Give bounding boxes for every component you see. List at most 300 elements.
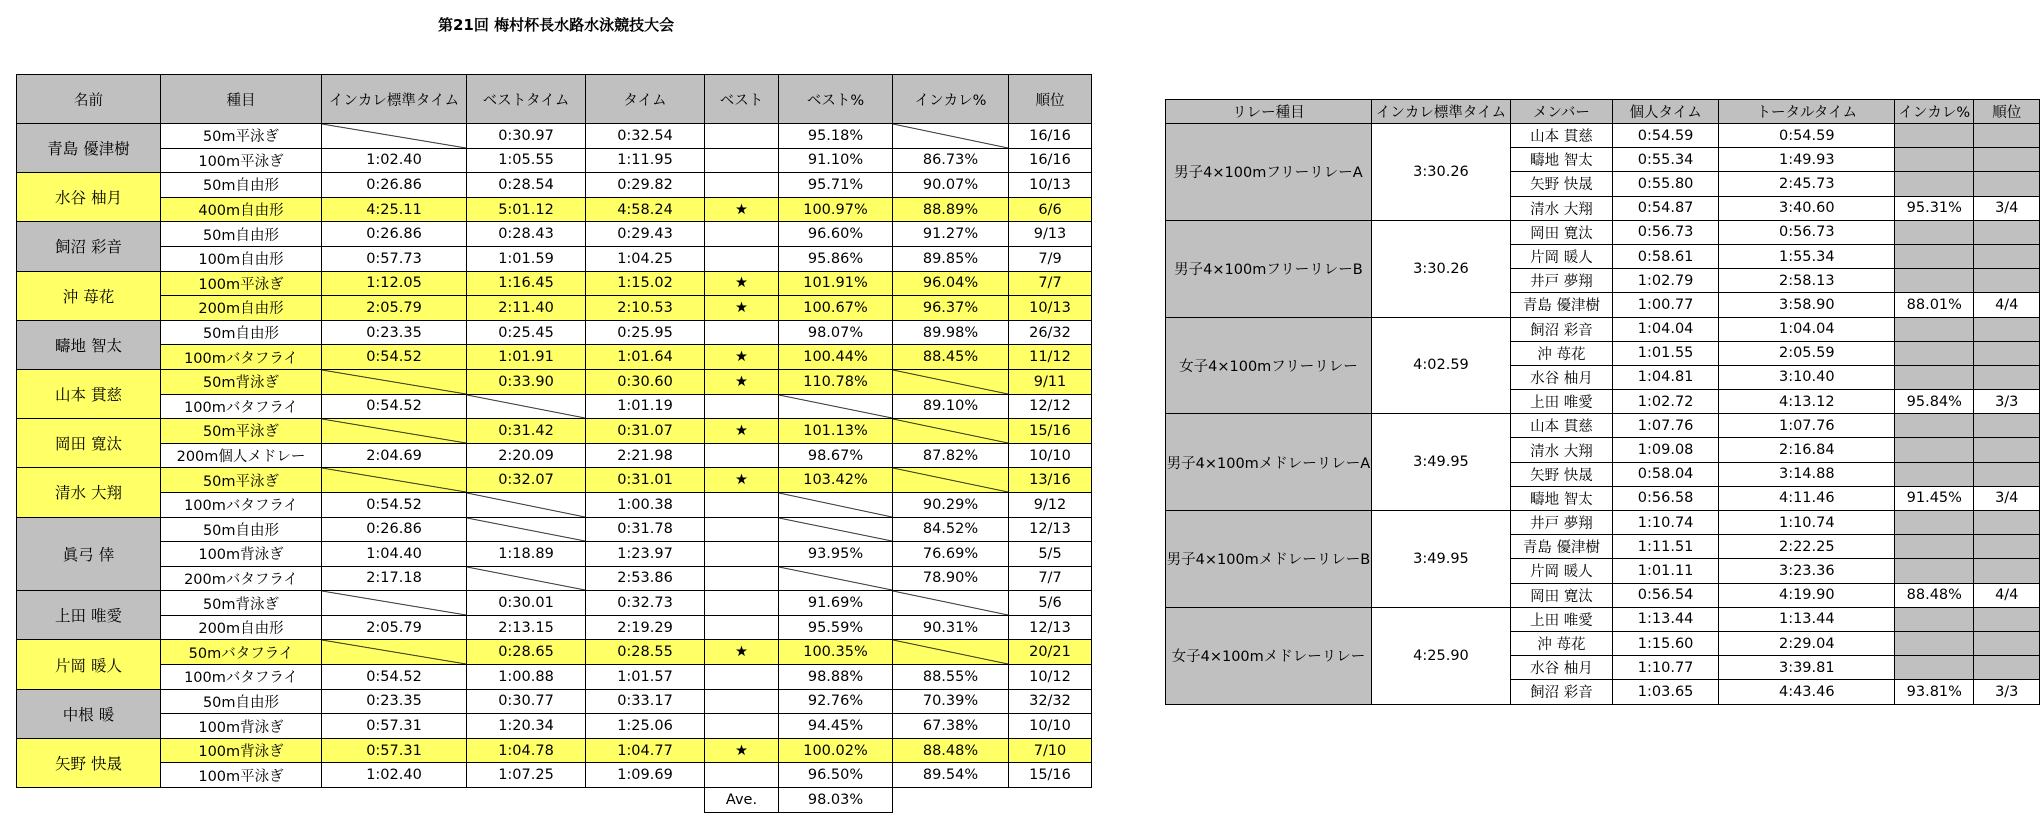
split-time-cell: 0:58.04 xyxy=(1612,462,1719,486)
table-row xyxy=(17,714,1092,739)
best-time-cell: 5:01.12 xyxy=(467,197,586,222)
relay-rank-cell: 3/4 xyxy=(1974,486,2040,510)
time-cell: 1:01.64 xyxy=(586,345,705,370)
standard-time-cell xyxy=(322,468,467,493)
total-time-cell: 1:13.44 xyxy=(1719,607,1895,631)
split-time-cell: 0:56.58 xyxy=(1612,486,1719,510)
relay-rank-cell xyxy=(1974,341,2040,365)
best-star-cell: ★ xyxy=(705,345,779,370)
relay-header-row xyxy=(1166,100,2040,124)
individual-results-table xyxy=(16,74,1092,813)
relay-percent-cell xyxy=(1895,172,1974,196)
best-star-cell: ★ xyxy=(705,296,779,321)
table-row xyxy=(17,419,1092,444)
best-time-cell: 1:04.78 xyxy=(467,738,586,763)
intercollege-percent-cell xyxy=(893,591,1009,616)
event-cell: 100mバタフライ xyxy=(161,394,322,419)
time-cell: 0:29.82 xyxy=(586,173,705,198)
relay-name-cell: 男子4×100mメドレーリレーA xyxy=(1166,414,1372,511)
standard-time-cell: 4:25.11 xyxy=(322,197,467,222)
event-cell: 100m背泳ぎ xyxy=(161,542,322,567)
table-row xyxy=(17,566,1092,591)
split-time-cell: 1:10.77 xyxy=(1612,656,1719,680)
intercollege-percent-cell: 87.82% xyxy=(893,443,1009,468)
standard-time-cell: 0:54.52 xyxy=(322,492,467,517)
rank-cell: 15/16 xyxy=(1009,763,1092,788)
total-time-cell: 4:19.90 xyxy=(1719,583,1895,607)
rank-cell: 5/6 xyxy=(1009,591,1092,616)
standard-time-cell xyxy=(322,591,467,616)
relay-rank-cell xyxy=(1974,220,2040,244)
table-row xyxy=(17,369,1092,394)
swimmer-name-cell: 清水 大翔 xyxy=(17,468,161,517)
intercollege-percent-cell: 86.73% xyxy=(893,148,1009,173)
event-cell: 50m自由形 xyxy=(161,320,322,345)
event-cell: 200m自由形 xyxy=(161,296,322,321)
relay-rank-cell xyxy=(1974,631,2040,655)
table-row xyxy=(1166,607,2040,631)
total-time-cell: 1:55.34 xyxy=(1719,244,1895,268)
relay-rank-cell xyxy=(1974,148,2040,172)
relay-name-cell: 男子4×100mメドレーリレーB xyxy=(1166,511,1372,608)
intercollege-percent-cell: 89.98% xyxy=(893,320,1009,345)
intercollege-percent-cell: 90.31% xyxy=(893,615,1009,640)
relay-percent-cell xyxy=(1895,124,1974,148)
relay-rank-cell xyxy=(1974,414,2040,438)
rank-cell: 32/32 xyxy=(1009,689,1092,714)
average-value: 98.03% xyxy=(779,788,893,813)
best-star-cell: ★ xyxy=(705,271,779,296)
event-cell: 50m自由形 xyxy=(161,517,322,542)
intercollege-percent-cell xyxy=(893,124,1009,149)
total-time-cell: 3:10.40 xyxy=(1719,365,1895,389)
relay-rank-cell: 3/4 xyxy=(1974,196,2040,220)
event-cell: 100mバタフライ xyxy=(161,492,322,517)
intercollege-percent-cell: 90.07% xyxy=(893,173,1009,198)
best-percent-cell xyxy=(779,394,893,419)
time-cell: 0:31.01 xyxy=(586,468,705,493)
member-cell: 岡田 寛汰 xyxy=(1511,583,1613,607)
event-cell: 100m平泳ぎ xyxy=(161,763,322,788)
relay-results-table xyxy=(1165,99,2040,705)
event-cell: 50m背泳ぎ xyxy=(161,369,322,394)
table-row xyxy=(17,591,1092,616)
rank-cell: 13/16 xyxy=(1009,468,1092,493)
relay-rank-cell xyxy=(1974,535,2040,559)
split-time-cell: 1:01.11 xyxy=(1612,559,1719,583)
table-row xyxy=(17,689,1092,714)
standard-time-cell: 0:57.73 xyxy=(322,246,467,271)
intercollege-percent-cell: 88.48% xyxy=(893,738,1009,763)
relay-rank-cell: 3/3 xyxy=(1974,390,2040,414)
relay-percent-cell xyxy=(1895,414,1974,438)
intercollege-percent-cell: 96.04% xyxy=(893,271,1009,296)
relay-rank-cell xyxy=(1974,365,2040,389)
individual-header-row xyxy=(17,75,1092,124)
total-time-cell: 2:29.04 xyxy=(1719,631,1895,655)
rank-cell: 16/16 xyxy=(1009,148,1092,173)
split-time-cell: 0:56.73 xyxy=(1612,220,1719,244)
column-header: 個人タイム xyxy=(1612,100,1719,124)
rank-cell: 20/21 xyxy=(1009,640,1092,665)
relay-percent-cell: 93.81% xyxy=(1895,680,1974,704)
best-time-cell: 1:01.59 xyxy=(467,246,586,271)
relay-percent-cell: 88.01% xyxy=(1895,293,1974,317)
member-cell: 井戸 夢翔 xyxy=(1511,511,1613,535)
best-star-cell: ★ xyxy=(705,197,779,222)
relay-percent-cell xyxy=(1895,220,1974,244)
split-time-cell: 1:03.65 xyxy=(1612,680,1719,704)
best-star-cell xyxy=(705,615,779,640)
split-time-cell: 1:02.72 xyxy=(1612,390,1719,414)
member-cell: 矢野 快晟 xyxy=(1511,172,1613,196)
column-header: インカレ% xyxy=(893,75,1009,124)
member-cell: 清水 大翔 xyxy=(1511,196,1613,220)
best-star-cell xyxy=(705,689,779,714)
rank-cell: 6/6 xyxy=(1009,197,1092,222)
best-time-cell: 2:20.09 xyxy=(467,443,586,468)
member-cell: 上田 唯愛 xyxy=(1511,390,1613,414)
intercollege-percent-cell: 78.90% xyxy=(893,566,1009,591)
best-star-cell: ★ xyxy=(705,468,779,493)
best-percent-cell: 96.60% xyxy=(779,222,893,247)
time-cell: 1:25.06 xyxy=(586,714,705,739)
best-time-cell: 0:30.01 xyxy=(467,591,586,616)
rank-cell: 9/13 xyxy=(1009,222,1092,247)
best-time-cell: 0:28.54 xyxy=(467,173,586,198)
time-cell: 0:29.43 xyxy=(586,222,705,247)
relay-percent-cell xyxy=(1895,535,1974,559)
standard-time-cell: 0:23.35 xyxy=(322,689,467,714)
relay-rank-cell xyxy=(1974,124,2040,148)
table-row xyxy=(17,517,1092,542)
event-cell: 100m平泳ぎ xyxy=(161,148,322,173)
relay-percent-cell: 95.84% xyxy=(1895,390,1974,414)
time-cell: 1:23.97 xyxy=(586,542,705,567)
split-time-cell: 0:55.80 xyxy=(1612,172,1719,196)
relay-name-cell: 女子4×100mフリーリレー xyxy=(1166,317,1372,414)
table-row xyxy=(17,124,1092,149)
blank-cell xyxy=(17,788,705,813)
column-header: 順位 xyxy=(1009,75,1092,124)
total-time-cell: 4:11.46 xyxy=(1719,486,1895,510)
relay-rank-cell xyxy=(1974,559,2040,583)
table-row xyxy=(17,738,1092,763)
best-percent-cell: 98.67% xyxy=(779,443,893,468)
best-time-cell: 1:01.91 xyxy=(467,345,586,370)
time-cell: 0:32.73 xyxy=(586,591,705,616)
best-star-cell xyxy=(705,148,779,173)
time-cell: 2:53.86 xyxy=(586,566,705,591)
event-cell: 50m平泳ぎ xyxy=(161,468,322,493)
best-time-cell: 0:28.65 xyxy=(467,640,586,665)
total-time-cell: 2:05.59 xyxy=(1719,341,1895,365)
standard-time-cell: 1:02.40 xyxy=(322,148,467,173)
best-percent-cell: 103.42% xyxy=(779,468,893,493)
relay-percent-cell xyxy=(1895,244,1974,268)
event-cell: 100mバタフライ xyxy=(161,345,322,370)
rank-cell: 7/7 xyxy=(1009,566,1092,591)
member-cell: 片岡 暖人 xyxy=(1511,559,1613,583)
standard-time-cell: 2:05.79 xyxy=(322,615,467,640)
column-header: インカレ標準タイム xyxy=(322,75,467,124)
event-cell: 50m自由形 xyxy=(161,689,322,714)
table-row xyxy=(1166,220,2040,244)
time-cell: 1:04.77 xyxy=(586,738,705,763)
best-percent-cell: 100.67% xyxy=(779,296,893,321)
split-time-cell: 1:07.76 xyxy=(1612,414,1719,438)
best-time-cell: 0:30.77 xyxy=(467,689,586,714)
column-header: 種目 xyxy=(161,75,322,124)
intercollege-percent-cell: 89.85% xyxy=(893,246,1009,271)
best-percent-cell: 94.45% xyxy=(779,714,893,739)
best-percent-cell: 100.97% xyxy=(779,197,893,222)
best-star-cell: ★ xyxy=(705,419,779,444)
time-cell: 1:01.19 xyxy=(586,394,705,419)
relay-rank-cell: 3/3 xyxy=(1974,680,2040,704)
best-percent-cell: 95.71% xyxy=(779,173,893,198)
best-percent-cell xyxy=(779,492,893,517)
relay-name-cell: 男子4×100mフリーリレーB xyxy=(1166,220,1372,317)
best-percent-cell: 101.13% xyxy=(779,419,893,444)
time-cell: 2:21.98 xyxy=(586,443,705,468)
standard-time-cell: 1:04.40 xyxy=(322,542,467,567)
average-label: Ave. xyxy=(705,788,779,813)
rank-cell: 9/11 xyxy=(1009,369,1092,394)
standard-time-cell: 2:05.79 xyxy=(322,296,467,321)
table-row xyxy=(17,271,1092,296)
best-time-cell: 1:20.34 xyxy=(467,714,586,739)
total-time-cell: 4:13.12 xyxy=(1719,390,1895,414)
rank-cell: 11/12 xyxy=(1009,345,1092,370)
table-row xyxy=(17,468,1092,493)
best-percent-cell xyxy=(779,517,893,542)
relay-standard-time-cell: 4:25.90 xyxy=(1371,607,1510,704)
relay-percent-cell xyxy=(1895,317,1974,341)
event-cell: 100m自由形 xyxy=(161,246,322,271)
relay-body xyxy=(1166,124,2040,705)
time-cell: 0:31.07 xyxy=(586,419,705,444)
best-star-cell xyxy=(705,517,779,542)
best-time-cell: 0:30.97 xyxy=(467,124,586,149)
best-percent-cell: 91.10% xyxy=(779,148,893,173)
standard-time-cell: 0:26.86 xyxy=(322,517,467,542)
best-percent-cell: 98.88% xyxy=(779,665,893,690)
relay-standard-time-cell: 3:49.95 xyxy=(1371,511,1510,608)
rank-cell: 12/12 xyxy=(1009,394,1092,419)
event-cell: 50m自由形 xyxy=(161,222,322,247)
member-cell: 水谷 柚月 xyxy=(1511,656,1613,680)
best-star-cell xyxy=(705,394,779,419)
time-cell: 0:31.78 xyxy=(586,517,705,542)
rank-cell: 10/10 xyxy=(1009,443,1092,468)
split-time-cell: 0:56.54 xyxy=(1612,583,1719,607)
column-header: インカレ% xyxy=(1895,100,1974,124)
standard-time-cell: 0:26.86 xyxy=(322,222,467,247)
rank-cell: 10/12 xyxy=(1009,665,1092,690)
best-percent-cell: 95.18% xyxy=(779,124,893,149)
best-star-cell xyxy=(705,714,779,739)
relay-percent-cell: 88.48% xyxy=(1895,583,1974,607)
rank-cell: 7/7 xyxy=(1009,271,1092,296)
best-time-cell: 2:13.15 xyxy=(467,615,586,640)
total-time-cell: 0:56.73 xyxy=(1719,220,1895,244)
best-star-cell: ★ xyxy=(705,369,779,394)
split-time-cell: 1:15.60 xyxy=(1612,631,1719,655)
split-time-cell: 1:02.79 xyxy=(1612,269,1719,293)
best-percent-cell: 98.07% xyxy=(779,320,893,345)
standard-time-cell: 0:57.31 xyxy=(322,714,467,739)
column-header: 名前 xyxy=(17,75,161,124)
split-time-cell: 1:00.77 xyxy=(1612,293,1719,317)
swimmer-name-cell: 疇地 智太 xyxy=(17,320,161,369)
best-time-cell: 1:07.25 xyxy=(467,763,586,788)
intercollege-percent-cell: 88.45% xyxy=(893,345,1009,370)
table-row xyxy=(1166,511,2040,535)
time-cell: 1:04.25 xyxy=(586,246,705,271)
table-row xyxy=(17,443,1092,468)
event-cell: 200m個人メドレー xyxy=(161,443,322,468)
rank-cell: 12/13 xyxy=(1009,517,1092,542)
relay-percent-cell xyxy=(1895,341,1974,365)
standard-time-cell: 0:54.52 xyxy=(322,665,467,690)
best-time-cell: 1:00.88 xyxy=(467,665,586,690)
table-row xyxy=(17,615,1092,640)
member-cell: 沖 苺花 xyxy=(1511,341,1613,365)
intercollege-percent-cell: 88.55% xyxy=(893,665,1009,690)
intercollege-percent-cell: 76.69% xyxy=(893,542,1009,567)
rank-cell: 10/13 xyxy=(1009,296,1092,321)
relay-percent-cell xyxy=(1895,148,1974,172)
total-time-cell: 3:14.88 xyxy=(1719,462,1895,486)
standard-time-cell: 0:54.52 xyxy=(322,345,467,370)
best-percent-cell: 96.50% xyxy=(779,763,893,788)
rank-cell: 16/16 xyxy=(1009,124,1092,149)
best-percent-cell xyxy=(779,566,893,591)
time-cell: 0:33.17 xyxy=(586,689,705,714)
relay-percent-cell xyxy=(1895,438,1974,462)
best-star-cell xyxy=(705,591,779,616)
standard-time-cell xyxy=(322,419,467,444)
best-percent-cell: 92.76% xyxy=(779,689,893,714)
total-time-cell: 2:22.25 xyxy=(1719,535,1895,559)
swimmer-name-cell: 眞弓 倖 xyxy=(17,517,161,591)
split-time-cell: 1:09.08 xyxy=(1612,438,1719,462)
split-time-cell: 1:11.51 xyxy=(1612,535,1719,559)
relay-rank-cell xyxy=(1974,438,2040,462)
best-star-cell xyxy=(705,222,779,247)
member-cell: 山本 貫慈 xyxy=(1511,124,1613,148)
relay-rank-cell xyxy=(1974,607,2040,631)
total-time-cell: 3:58.90 xyxy=(1719,293,1895,317)
split-time-cell: 1:04.81 xyxy=(1612,365,1719,389)
relay-percent-cell xyxy=(1895,462,1974,486)
best-percent-cell: 100.44% xyxy=(779,345,893,370)
column-header: ベスト xyxy=(705,75,779,124)
best-star-cell xyxy=(705,246,779,271)
best-time-cell: 1:16.45 xyxy=(467,271,586,296)
swimmer-name-cell: 矢野 快晟 xyxy=(17,738,161,787)
column-header: ベストタイム xyxy=(467,75,586,124)
relay-percent-cell xyxy=(1895,269,1974,293)
standard-time-cell: 0:23.35 xyxy=(322,320,467,345)
table-row xyxy=(17,320,1092,345)
intercollege-percent-cell: 96.37% xyxy=(893,296,1009,321)
standard-time-cell: 0:54.52 xyxy=(322,394,467,419)
table-row xyxy=(17,246,1092,271)
best-star-cell xyxy=(705,443,779,468)
best-percent-cell: 100.02% xyxy=(779,738,893,763)
best-percent-cell: 93.95% xyxy=(779,542,893,567)
time-cell: 0:28.55 xyxy=(586,640,705,665)
best-time-cell xyxy=(467,517,586,542)
event-cell: 50m平泳ぎ xyxy=(161,419,322,444)
split-time-cell: 1:10.74 xyxy=(1612,511,1719,535)
relay-percent-cell: 91.45% xyxy=(1895,486,1974,510)
relay-percent-cell: 95.31% xyxy=(1895,196,1974,220)
member-cell: 矢野 快晟 xyxy=(1511,462,1613,486)
standard-time-cell: 2:17.18 xyxy=(322,566,467,591)
rank-cell: 7/10 xyxy=(1009,738,1092,763)
rank-cell: 15/16 xyxy=(1009,419,1092,444)
split-time-cell: 1:01.55 xyxy=(1612,341,1719,365)
intercollege-percent-cell xyxy=(893,369,1009,394)
time-cell: 1:09.69 xyxy=(586,763,705,788)
relay-rank-cell: 4/4 xyxy=(1974,293,2040,317)
column-header: タイム xyxy=(586,75,705,124)
best-star-cell xyxy=(705,542,779,567)
best-time-cell xyxy=(467,394,586,419)
member-cell: 水谷 柚月 xyxy=(1511,365,1613,389)
best-time-cell: 0:32.07 xyxy=(467,468,586,493)
relay-standard-time-cell: 3:49.95 xyxy=(1371,414,1510,511)
relay-rank-cell xyxy=(1974,511,2040,535)
standard-time-cell: 1:02.40 xyxy=(322,763,467,788)
event-cell: 100m背泳ぎ xyxy=(161,738,322,763)
best-star-cell xyxy=(705,320,779,345)
table-row xyxy=(17,148,1092,173)
intercollege-percent-cell xyxy=(893,419,1009,444)
member-cell: 青島 優津樹 xyxy=(1511,535,1613,559)
best-star-cell xyxy=(705,492,779,517)
member-cell: 飼沼 彩音 xyxy=(1511,317,1613,341)
standard-time-cell: 0:57.31 xyxy=(322,738,467,763)
swimmer-name-cell: 沖 苺花 xyxy=(17,271,161,320)
intercollege-percent-cell: 67.38% xyxy=(893,714,1009,739)
table-row xyxy=(17,763,1092,788)
member-cell: 上田 唯愛 xyxy=(1511,607,1613,631)
member-cell: 疇地 智太 xyxy=(1511,486,1613,510)
column-header: トータルタイム xyxy=(1719,100,1895,124)
best-percent-cell: 100.35% xyxy=(779,640,893,665)
best-star-cell: ★ xyxy=(705,738,779,763)
total-time-cell: 2:58.13 xyxy=(1719,269,1895,293)
best-percent-cell: 110.78% xyxy=(779,369,893,394)
best-time-cell: 0:33.90 xyxy=(467,369,586,394)
member-cell: 清水 大翔 xyxy=(1511,438,1613,462)
standard-time-cell: 2:04.69 xyxy=(322,443,467,468)
member-cell: 青島 優津樹 xyxy=(1511,293,1613,317)
time-cell: 1:15.02 xyxy=(586,271,705,296)
relay-rank-cell: 4/4 xyxy=(1974,583,2040,607)
time-cell: 0:30.60 xyxy=(586,369,705,394)
table-row xyxy=(17,665,1092,690)
relay-rank-cell xyxy=(1974,269,2040,293)
standard-time-cell: 0:26.86 xyxy=(322,173,467,198)
standard-time-cell: 1:12.05 xyxy=(322,271,467,296)
swimmer-name-cell: 上田 唯愛 xyxy=(17,591,161,640)
member-cell: 沖 苺花 xyxy=(1511,631,1613,655)
